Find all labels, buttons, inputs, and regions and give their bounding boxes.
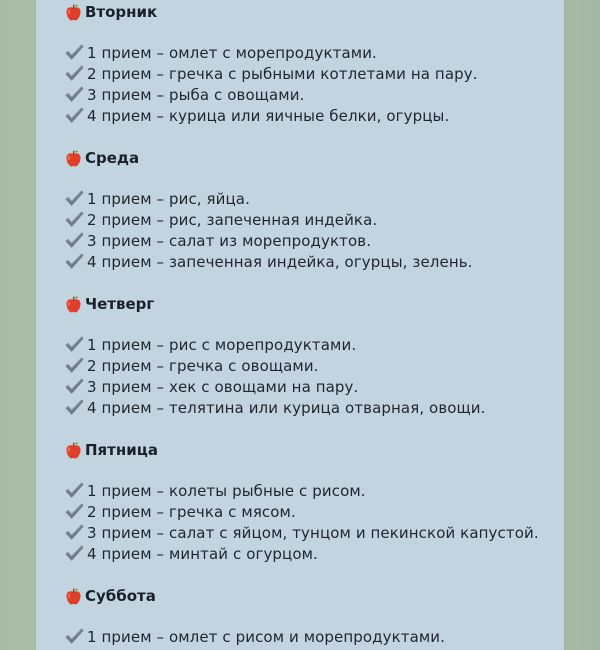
check-mark-icon <box>64 627 85 646</box>
meal-item <box>64 397 564 418</box>
day-heading <box>64 586 564 606</box>
meal-text: 1 прием – рис, яйца. <box>87 189 250 208</box>
day-heading <box>64 148 564 168</box>
meal-text: 1 прием – колеты рыбные с рисом. <box>87 481 366 500</box>
day-heading <box>64 440 564 460</box>
check-mark-icon <box>64 356 85 375</box>
meal-item <box>64 543 564 564</box>
day-section <box>64 148 564 272</box>
meal-item <box>64 105 564 126</box>
day-title-text: Суббота <box>85 587 156 605</box>
diet-plan-list <box>64 2 564 650</box>
check-mark-icon <box>64 252 85 271</box>
check-mark-icon <box>64 210 85 229</box>
meal-text: 2 прием – рис, запеченная индейка. <box>87 210 378 229</box>
day-section <box>64 294 564 418</box>
diet-plan-card <box>36 0 564 650</box>
red-apple-icon <box>64 3 83 22</box>
meal-text: 3 прием – хек с овощами на пару. <box>87 377 359 396</box>
meal-text: 4 прием – запеченная индейка, огурцы, зелень. <box>87 252 473 271</box>
day-title-text: Вторник <box>85 3 158 21</box>
meal-text: 4 прием – курица или яичные белки, огурцы. <box>87 106 450 125</box>
meal-text: 1 прием – рис с морепродуктами. <box>87 335 357 354</box>
meal-item <box>64 334 564 355</box>
meal-text: 2 прием – гречка с овощами. <box>87 356 319 375</box>
meal-item <box>64 230 564 251</box>
meal-text: 3 прием – рыба с овощами. <box>87 85 305 104</box>
day-title-text: Пятница <box>85 441 158 459</box>
red-apple-icon <box>64 441 83 460</box>
check-mark-icon <box>64 335 85 354</box>
meal-text: 4 прием – минтай с огурцом. <box>87 544 318 563</box>
day-title-text: Четверг <box>85 295 155 313</box>
meal-text: 3 прием – салат из морепродуктов. <box>87 231 372 250</box>
meal-item <box>64 626 564 647</box>
meal-item <box>64 209 564 230</box>
meal-text: 2 прием – гречка с рыбными котлетами на пару. <box>87 64 478 83</box>
day-title-text: Среда <box>85 149 140 167</box>
meal-text: 1 прием – омлет с морепродуктами. <box>87 43 377 62</box>
check-mark-icon <box>64 502 85 521</box>
meal-item <box>64 480 564 501</box>
check-mark-icon <box>64 377 85 396</box>
meal-item <box>64 355 564 376</box>
check-mark-icon <box>64 398 85 417</box>
day-section <box>64 586 564 647</box>
meal-text: 4 прием – телятина или курица отварная, овощи. <box>87 398 486 417</box>
meal-item <box>64 522 564 543</box>
meal-item <box>64 84 564 105</box>
meal-item <box>64 376 564 397</box>
check-mark-icon <box>64 64 85 83</box>
day-section <box>64 2 564 126</box>
check-mark-icon <box>64 481 85 500</box>
meal-text: 3 прием – салат с яйцом, тунцом и пекинской капустой. <box>87 523 539 542</box>
meal-item <box>64 63 564 84</box>
check-mark-icon <box>64 544 85 563</box>
meal-item <box>64 42 564 63</box>
red-apple-icon <box>64 587 83 606</box>
check-mark-icon <box>64 85 85 104</box>
check-mark-icon <box>64 106 85 125</box>
check-mark-icon <box>64 43 85 62</box>
check-mark-icon <box>64 523 85 542</box>
red-apple-icon <box>64 149 83 168</box>
day-heading <box>64 2 564 22</box>
meal-item <box>64 251 564 272</box>
check-mark-icon <box>64 189 85 208</box>
red-apple-icon <box>64 295 83 314</box>
check-mark-icon <box>64 231 85 250</box>
meal-text: 2 прием – гречка с мясом. <box>87 502 296 521</box>
meal-text: 1 прием – омлет с рисом и морепродуктами. <box>87 627 446 646</box>
day-heading <box>64 294 564 314</box>
meal-item <box>64 501 564 522</box>
meal-item <box>64 188 564 209</box>
day-section <box>64 440 564 564</box>
